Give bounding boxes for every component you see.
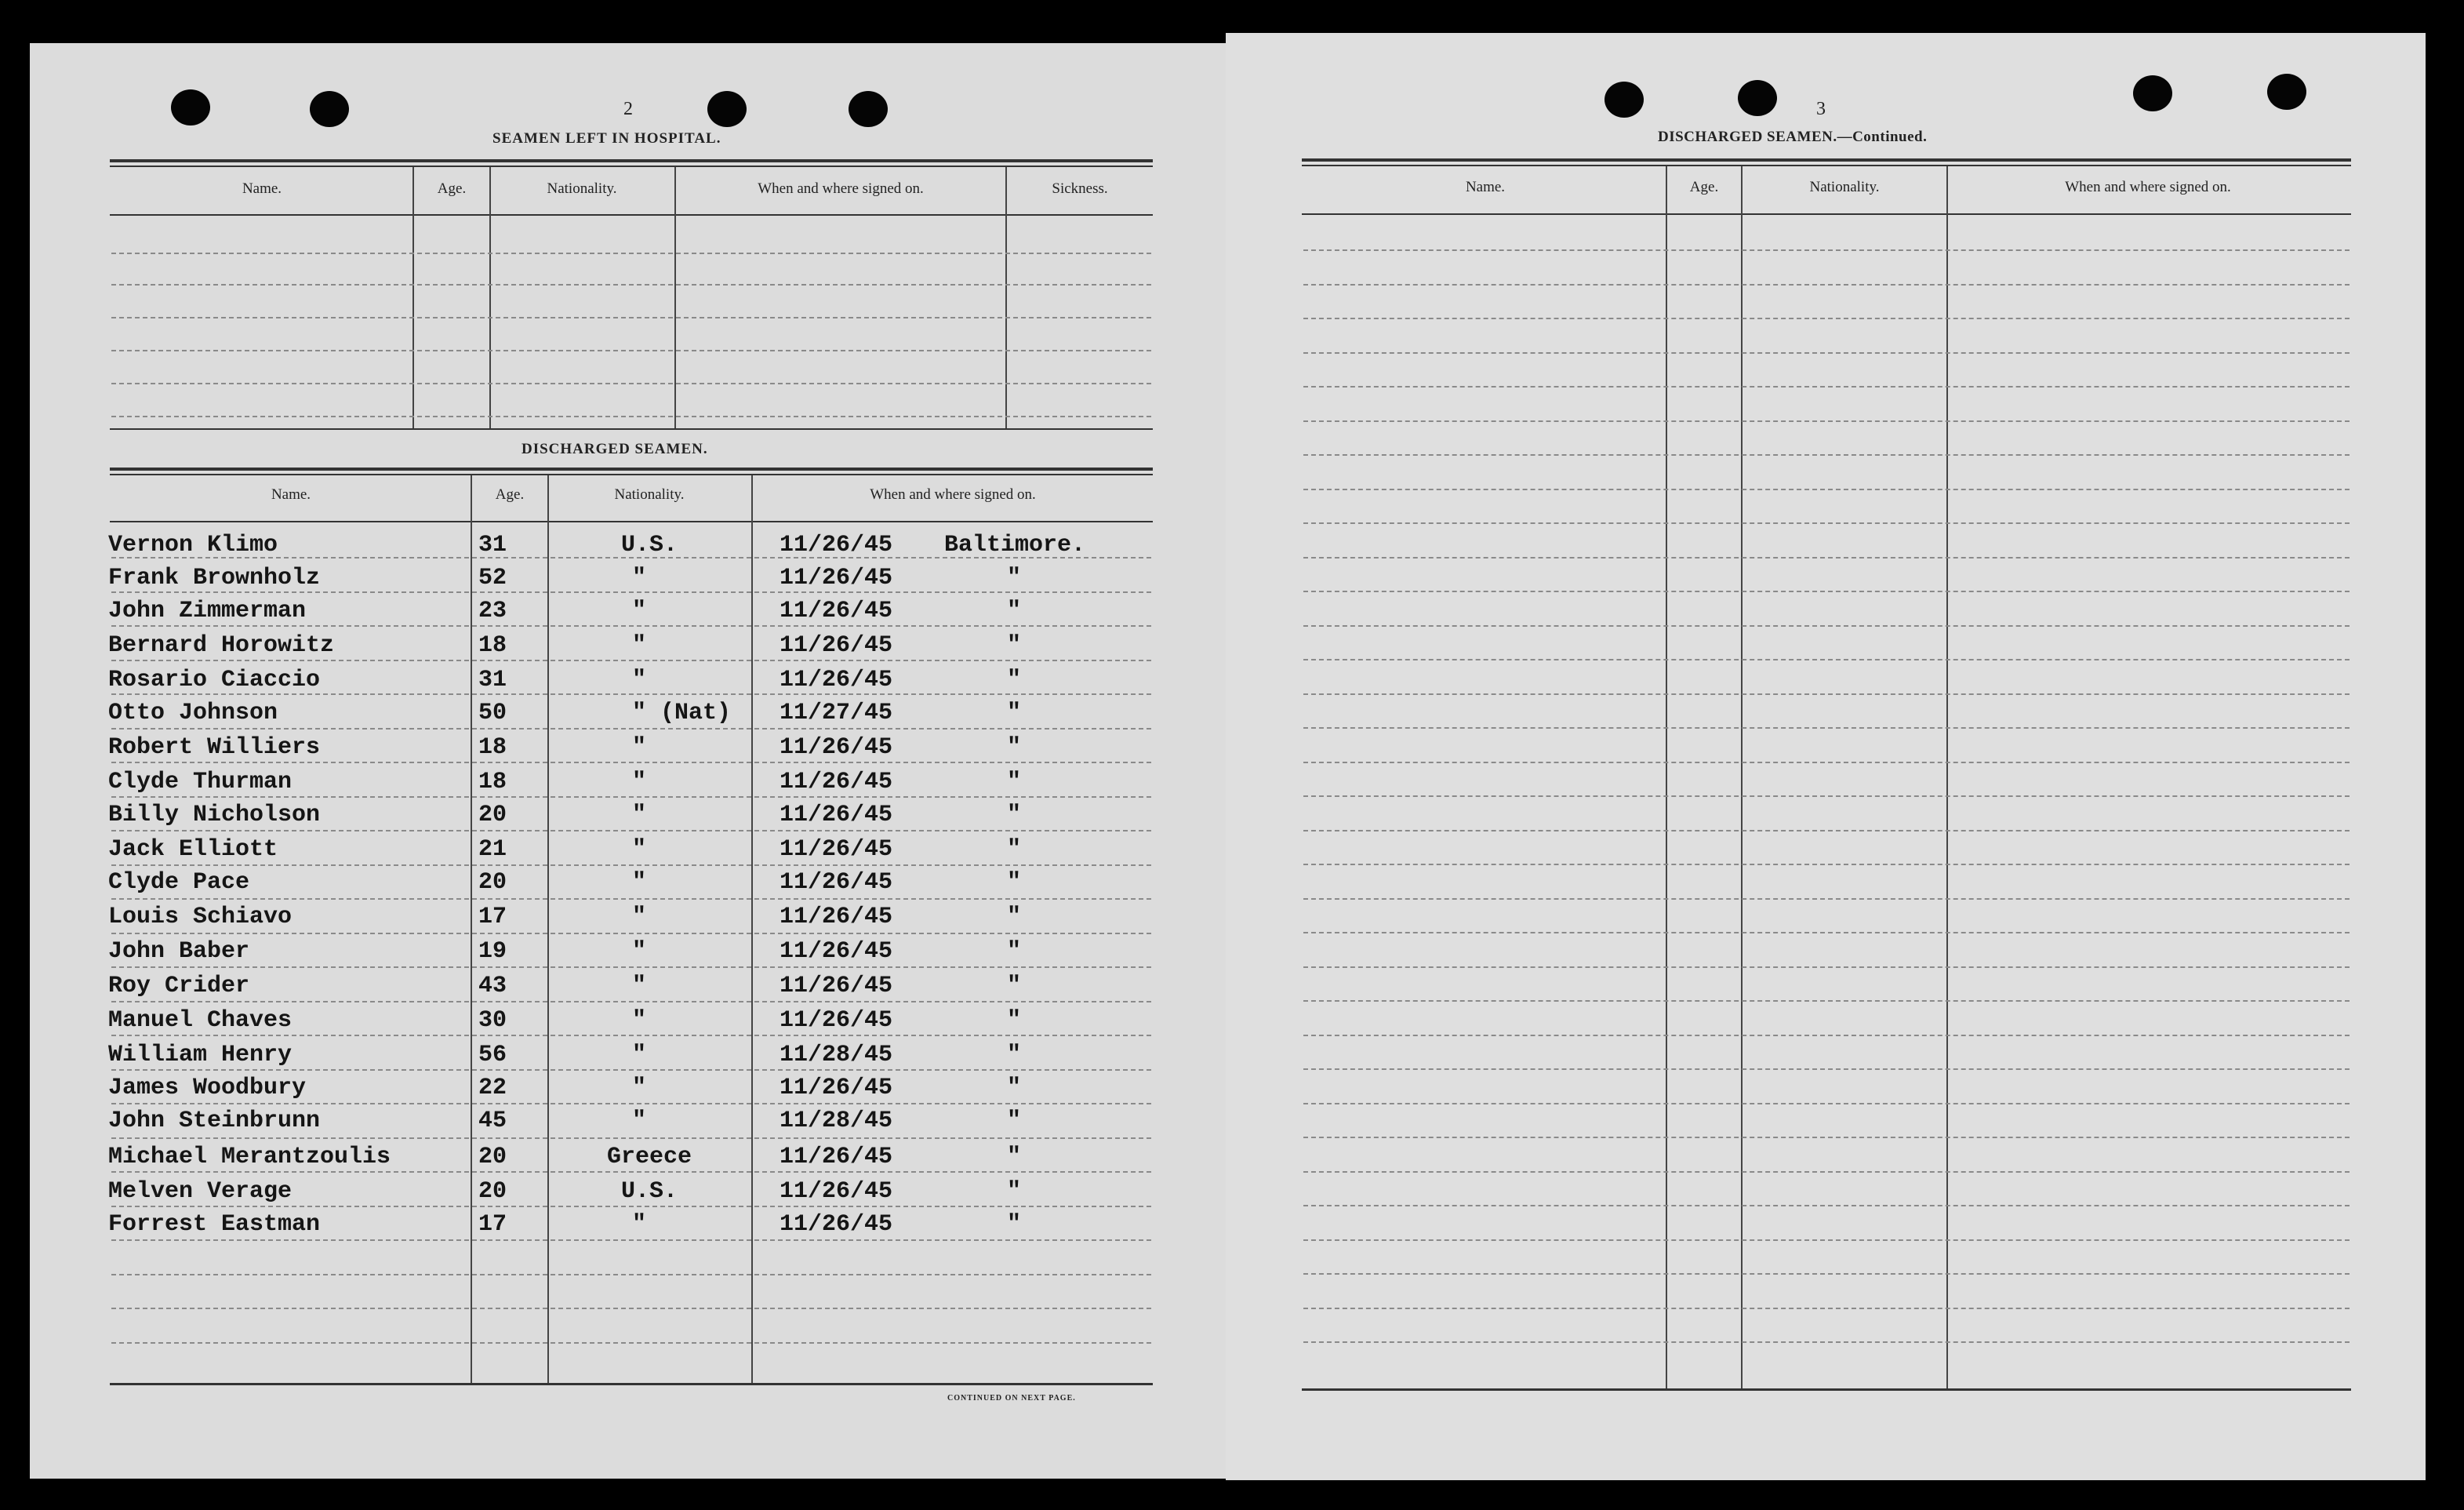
signed-on-date: 11/26/45 xyxy=(780,836,893,863)
signed-on-place: Baltimore. xyxy=(944,532,1086,559)
seaman-nationality: U.S. xyxy=(620,1178,678,1205)
punch-hole xyxy=(1605,82,1644,118)
ruled-line xyxy=(1303,932,2350,933)
seaman-age: 17 xyxy=(478,904,507,930)
ruled-line xyxy=(111,728,1151,730)
seaman-nationality: " xyxy=(632,904,647,930)
hospital-header-age: Age. xyxy=(437,180,467,197)
hospital-header-nationality: Nationality. xyxy=(547,180,617,197)
ruled-line xyxy=(1303,352,2350,354)
column-divider xyxy=(412,167,414,428)
seaman-age: 31 xyxy=(478,667,507,693)
ruled-line xyxy=(111,1239,1151,1241)
ruled-line xyxy=(1303,966,2350,968)
right-page-number: 3 xyxy=(1816,99,1826,119)
right-header-nationality: Nationality. xyxy=(1809,179,1880,195)
seaman-nationality: " xyxy=(632,1211,647,1238)
seaman-name: James Woodbury xyxy=(108,1075,307,1101)
seaman-age: 31 xyxy=(478,532,507,559)
column-divider xyxy=(674,167,676,428)
hospital-header-sickness: Sickness. xyxy=(1052,180,1108,197)
rule xyxy=(110,159,1153,162)
seaman-age: 30 xyxy=(478,1007,507,1034)
ruled-line xyxy=(1303,284,2350,286)
seaman-nationality: U.S. xyxy=(620,532,678,559)
seaman-age: 20 xyxy=(478,1144,507,1170)
seaman-nationality: " xyxy=(632,565,647,591)
ruled-line xyxy=(1303,1137,2350,1138)
ruled-line xyxy=(111,1206,1151,1207)
punch-hole xyxy=(2267,74,2306,110)
signed-on-place: " xyxy=(1007,869,1022,896)
ruled-line xyxy=(111,253,1151,254)
seaman-age: 50 xyxy=(478,700,507,726)
punch-hole xyxy=(849,91,888,127)
signed-on-place: " xyxy=(1007,1211,1022,1238)
seaman-age: 45 xyxy=(478,1108,507,1134)
rule xyxy=(1302,213,2351,215)
signed-on-date: 11/26/45 xyxy=(780,734,893,761)
hospital-header-signed-on: When and where signed on. xyxy=(758,180,924,197)
right-header-name: Name. xyxy=(1465,179,1506,195)
signed-on-place: " xyxy=(1007,1007,1022,1034)
ruled-line xyxy=(1303,1273,2350,1275)
column-divider xyxy=(547,475,549,1383)
seaman-name: John Baber xyxy=(108,938,250,965)
rule xyxy=(110,1383,1153,1385)
seaman-name: Clyde Thurman xyxy=(108,769,293,795)
seaman-name: Clyde Pace xyxy=(108,869,250,896)
discharged-header-nationality: Nationality. xyxy=(614,486,685,503)
seaman-nationality: Greece xyxy=(606,1144,692,1170)
signed-on-date: 11/26/45 xyxy=(780,973,893,999)
signed-on-date: 11/28/45 xyxy=(780,1042,893,1068)
seaman-nationality: " xyxy=(632,1108,647,1134)
signed-on-place: " xyxy=(1007,632,1022,659)
ruled-line xyxy=(111,830,1151,831)
seaman-name: Rosario Ciaccio xyxy=(108,667,321,693)
column-divider xyxy=(471,475,472,1383)
signed-on-date: 11/26/45 xyxy=(780,938,893,965)
punch-hole xyxy=(1738,80,1777,116)
ruled-line xyxy=(1303,1308,2350,1309)
seaman-name: John Zimmerman xyxy=(108,598,307,624)
ruled-line xyxy=(111,1274,1151,1275)
ruled-line xyxy=(111,933,1151,934)
signed-on-place: " xyxy=(1007,598,1022,624)
seaman-nationality: " xyxy=(632,802,647,828)
seaman-nationality: " xyxy=(632,769,647,795)
seaman-nationality: " xyxy=(632,938,647,965)
seaman-age: 20 xyxy=(478,1178,507,1205)
seaman-nationality: " xyxy=(632,973,647,999)
ruled-line xyxy=(1303,249,2350,251)
ruled-line xyxy=(1303,659,2350,660)
ruled-line xyxy=(1303,762,2350,763)
signed-on-place: " xyxy=(1007,802,1022,828)
signed-on-date: 11/26/45 xyxy=(780,598,893,624)
seaman-age: 20 xyxy=(478,869,507,896)
hospital-title: SEAMEN LEFT IN HOSPITAL. xyxy=(492,130,721,147)
seaman-nationality: " xyxy=(632,632,647,659)
ruled-line xyxy=(1303,898,2350,900)
ruled-line xyxy=(111,284,1151,286)
left-page-number: 2 xyxy=(623,99,633,119)
signed-on-date: 11/28/45 xyxy=(780,1108,893,1134)
ruled-line xyxy=(111,693,1151,695)
seaman-name: Melven Verage xyxy=(108,1178,293,1205)
ruled-line xyxy=(1303,318,2350,319)
continued-footer: CONTINUED ON NEXT PAGE. xyxy=(947,1394,1076,1403)
ruled-line xyxy=(1303,1171,2350,1173)
seaman-nationality: " xyxy=(632,869,647,896)
ruled-line xyxy=(1303,864,2350,865)
ruled-line xyxy=(1303,1103,2350,1104)
ruled-line xyxy=(1303,386,2350,388)
column-divider xyxy=(1005,167,1007,428)
ruled-line xyxy=(1303,420,2350,422)
signed-on-place: " xyxy=(1007,1075,1022,1101)
signed-on-place: " xyxy=(1007,836,1022,863)
rule xyxy=(1302,158,2351,162)
ruled-line xyxy=(111,660,1151,661)
seaman-nationality: " xyxy=(632,734,647,761)
ruled-line xyxy=(1303,1035,2350,1036)
ruled-line xyxy=(1303,557,2350,559)
seaman-nationality: " xyxy=(632,1042,647,1068)
ruled-line xyxy=(1303,454,2350,456)
signed-on-place: " xyxy=(1007,1042,1022,1068)
seaman-name: Manuel Chaves xyxy=(108,1007,293,1034)
signed-on-date: 11/26/45 xyxy=(780,1144,893,1170)
seaman-nationality: " xyxy=(632,1075,647,1101)
signed-on-place: " xyxy=(1007,769,1022,795)
punch-hole xyxy=(310,91,349,127)
seaman-name: Jack Elliott xyxy=(108,836,278,863)
signed-on-date: 11/26/45 xyxy=(780,769,893,795)
seaman-name: John Steinbrunn xyxy=(108,1108,321,1134)
ruled-line xyxy=(1303,489,2350,490)
rule xyxy=(110,428,1153,430)
column-divider xyxy=(489,167,491,428)
ruled-line xyxy=(111,350,1151,351)
ruled-line xyxy=(111,1035,1151,1036)
punch-hole xyxy=(171,89,210,126)
seaman-age: 21 xyxy=(478,836,507,863)
ruled-line xyxy=(111,1308,1151,1309)
rule xyxy=(1302,165,2351,166)
seaman-name: Billy Nicholson xyxy=(108,802,321,828)
ruled-line xyxy=(1303,727,2350,729)
signed-on-place: " xyxy=(1007,1108,1022,1134)
seaman-age: 18 xyxy=(478,769,507,795)
seaman-nationality: " xyxy=(632,667,647,693)
ruled-line xyxy=(1303,1205,2350,1206)
ruled-line xyxy=(111,625,1151,627)
ruled-line xyxy=(111,383,1151,384)
seaman-age: 19 xyxy=(478,938,507,965)
seaman-name: Robert Williers xyxy=(108,734,321,761)
ruled-line xyxy=(1303,625,2350,627)
signed-on-date: 11/26/45 xyxy=(780,565,893,591)
signed-on-place: " xyxy=(1007,1144,1022,1170)
signed-on-place: " xyxy=(1007,904,1022,930)
seaman-age: 56 xyxy=(478,1042,507,1068)
signed-on-date: 11/26/45 xyxy=(780,532,893,559)
seaman-age: 18 xyxy=(478,632,507,659)
rule xyxy=(1302,1388,2351,1391)
right-header-signed-on: When and where signed on. xyxy=(2065,179,2231,195)
ruled-line xyxy=(111,317,1151,318)
ruled-line xyxy=(111,1342,1151,1344)
signed-on-date: 11/26/45 xyxy=(780,1075,893,1101)
seaman-nationality: " xyxy=(632,1007,647,1034)
signed-on-place: " xyxy=(1007,667,1022,693)
right-header-age: Age. xyxy=(1689,179,1719,195)
ruled-line xyxy=(1303,1068,2350,1070)
discharged-header-age: Age. xyxy=(495,486,525,503)
rule xyxy=(110,521,1153,522)
signed-on-date: 11/26/45 xyxy=(780,802,893,828)
seaman-name: Roy Crider xyxy=(108,973,250,999)
ruled-line xyxy=(111,591,1151,593)
ruled-line xyxy=(111,1001,1151,1002)
rule xyxy=(110,166,1153,167)
signed-on-date: 11/26/45 xyxy=(780,1007,893,1034)
signed-on-place: " xyxy=(1007,700,1022,726)
signed-on-place: " xyxy=(1007,1178,1022,1205)
discharged-title: DISCHARGED SEAMEN. xyxy=(522,441,708,457)
seaman-age: 52 xyxy=(478,565,507,591)
seaman-nationality: " (Nat) xyxy=(632,700,732,726)
seaman-name: Michael Merantzoulis xyxy=(108,1144,391,1170)
signed-on-date: 11/26/45 xyxy=(780,1211,893,1238)
punch-hole xyxy=(2133,75,2172,111)
ruled-line xyxy=(111,966,1151,968)
ruled-line xyxy=(1303,1341,2350,1343)
seaman-name: Bernard Horowitz xyxy=(108,632,335,659)
ruled-line xyxy=(111,1137,1151,1139)
seaman-age: 18 xyxy=(478,734,507,761)
seaman-nationality: " xyxy=(632,598,647,624)
discharged-header-signed-on: When and where signed on. xyxy=(870,486,1036,503)
ruled-line xyxy=(1303,693,2350,695)
ruled-line xyxy=(111,1069,1151,1071)
discharged-header-name: Name. xyxy=(271,486,311,503)
signed-on-date: 11/26/45 xyxy=(780,1178,893,1205)
ruled-line xyxy=(111,1171,1151,1173)
seaman-nationality: " xyxy=(632,836,647,863)
ruled-line xyxy=(111,796,1151,798)
signed-on-place: " xyxy=(1007,565,1022,591)
seaman-name: Vernon Klimo xyxy=(108,532,278,559)
seaman-age: 43 xyxy=(478,973,507,999)
seaman-age: 20 xyxy=(478,802,507,828)
hospital-header-name: Name. xyxy=(242,180,282,197)
signed-on-place: " xyxy=(1007,734,1022,761)
rule xyxy=(110,214,1153,216)
column-divider xyxy=(751,475,753,1383)
ruled-line xyxy=(111,898,1151,900)
ruled-line xyxy=(1303,830,2350,831)
signed-on-date: 11/26/45 xyxy=(780,869,893,896)
ruled-line xyxy=(1303,795,2350,797)
seaman-name: Forrest Eastman xyxy=(108,1211,321,1238)
ruled-line xyxy=(111,416,1151,417)
ruled-line xyxy=(111,864,1151,866)
signed-on-date: 11/26/45 xyxy=(780,667,893,693)
signed-on-date: 11/26/45 xyxy=(780,632,893,659)
ruled-line xyxy=(111,1103,1151,1104)
signed-on-date: 11/26/45 xyxy=(780,904,893,930)
ruled-line xyxy=(111,762,1151,763)
seaman-name: Otto Johnson xyxy=(108,700,278,726)
punch-hole xyxy=(707,91,747,127)
seaman-age: 17 xyxy=(478,1211,507,1238)
signed-on-date: 11/27/45 xyxy=(780,700,893,726)
signed-on-place: " xyxy=(1007,938,1022,965)
seaman-name: William Henry xyxy=(108,1042,293,1068)
rule xyxy=(110,468,1153,471)
signed-on-place: " xyxy=(1007,973,1022,999)
seaman-age: 23 xyxy=(478,598,507,624)
seaman-name: Frank Brownholz xyxy=(108,565,321,591)
seaman-name: Louis Schiavo xyxy=(108,904,293,930)
ruled-line xyxy=(1303,1000,2350,1002)
ruled-line xyxy=(1303,1239,2350,1241)
rule xyxy=(110,474,1153,475)
ruled-line xyxy=(1303,522,2350,524)
seaman-age: 22 xyxy=(478,1075,507,1101)
ruled-line xyxy=(1303,591,2350,592)
right-title: DISCHARGED SEAMEN.—Continued. xyxy=(1658,129,1928,145)
left-page xyxy=(30,43,1226,1479)
